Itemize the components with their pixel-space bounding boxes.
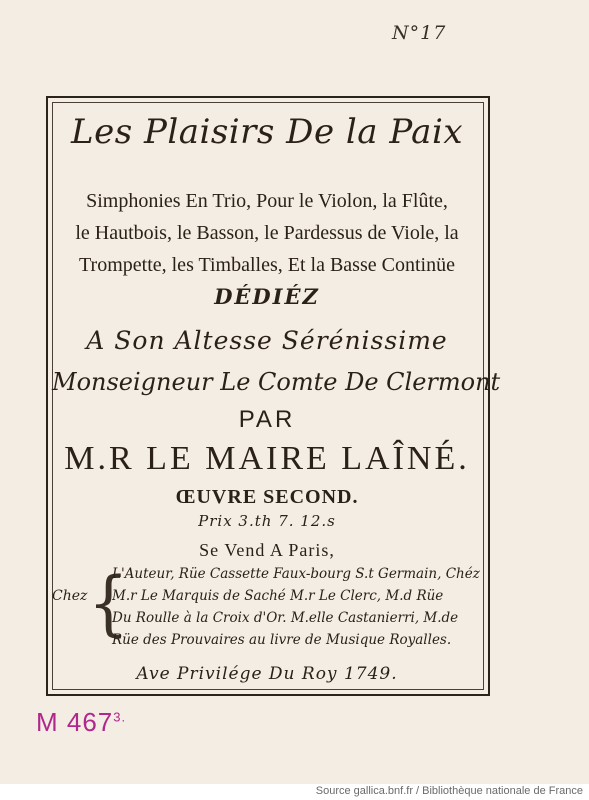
subtitle-line-1: Simphonies En Trio, Pour le Violon, la Flûte,	[86, 190, 448, 212]
dedication-heading: DÉDIÉZ	[214, 284, 320, 309]
address-line: M.r Le Marquis de Saché M.r Le Clerc, M.d Rüe	[112, 588, 444, 604]
composer-name: M.R LE MAIRE LAÎNÉ.	[64, 440, 470, 477]
sellers-addresses	[52, 564, 482, 656]
address-line: L'Auteur, Rüe Cassette Faux-bourg S.t Germain, Chéz	[112, 566, 480, 582]
price: Prix 3.th 7. 12.s	[198, 512, 336, 530]
source-credit: Source gallica.bnf.fr / Bibliothèque nationale de France	[315, 785, 583, 797]
work-title: Les Plaisirs De la Paix	[71, 112, 463, 152]
sale-location: Se Vend A Paris,	[199, 540, 335, 560]
address-line: Rüe des Prouvaires au livre de Musique Royalles.	[112, 632, 452, 648]
brace-icon: {	[88, 563, 129, 645]
shelfmark-text: M 467	[36, 707, 114, 737]
dedication-altesse: A Son Altesse Sérénissime	[86, 326, 448, 355]
viewer-footer	[0, 784, 589, 800]
subtitle-line-3: Trompette, les Timballes, Et la Basse Continüe	[79, 254, 455, 276]
royal-privilege: Ave Privilége Du Roy 1749.	[136, 664, 398, 684]
dedicatee-name: Monseigneur Le Comte De Clermont	[52, 368, 501, 396]
par-label: PAR	[238, 406, 296, 433]
address-line: Du Roulle à la Croix d'Or. M.elle Castanierri, M.de	[112, 610, 459, 626]
shelfmark-superscript: 3.	[113, 709, 127, 725]
library-shelfmark-stamp	[36, 707, 126, 738]
subtitle-line-2: le Hautbois, le Basson, le Pardessus de Viole, la	[75, 222, 459, 244]
chez-label: Chez	[52, 588, 88, 604]
opus-number: ŒUVRE SECOND.	[175, 486, 359, 508]
catalog-number: N°17	[392, 22, 447, 44]
